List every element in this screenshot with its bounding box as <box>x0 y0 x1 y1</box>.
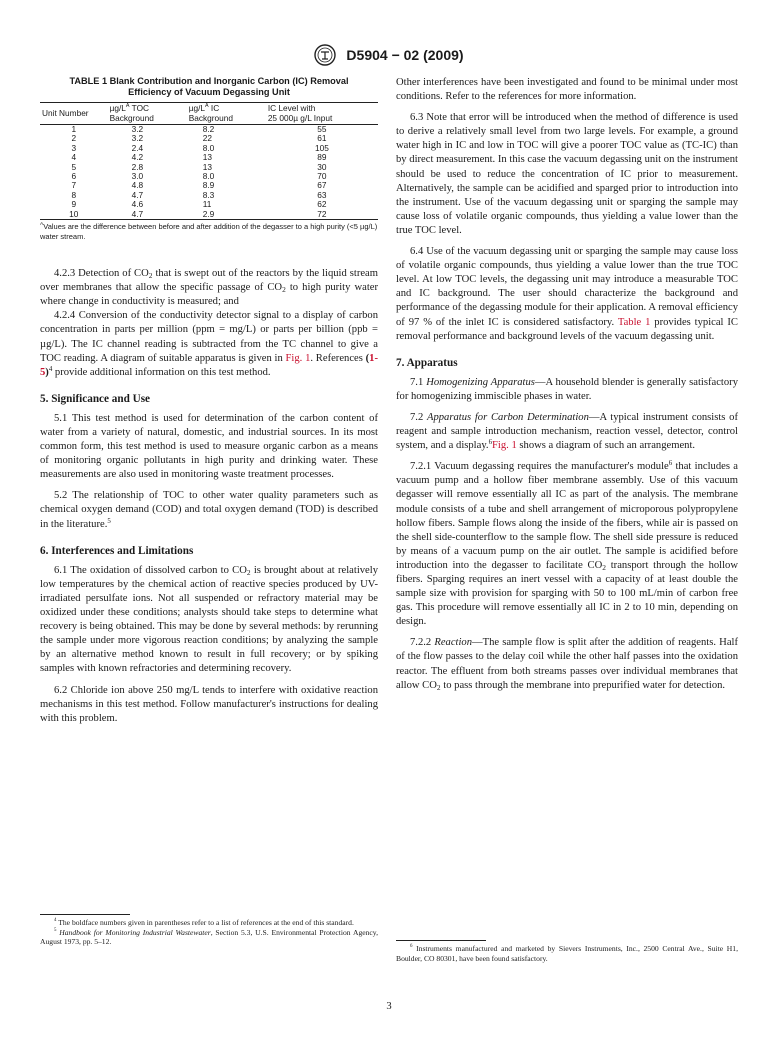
table-1-link[interactable]: Table 1 <box>617 316 651 328</box>
col-header-unit: Unit Number <box>42 107 89 118</box>
table-cell: 72 <box>317 208 327 219</box>
table-cell: 22 <box>202 133 212 144</box>
fig-1-link-2[interactable]: Fig. 1 <box>492 440 517 452</box>
fig-1-link[interactable]: Fig. 1 <box>285 352 311 364</box>
para-4-2-3: 4.2.3 Detection of $CO_2$ that is swept out of the reactors by the liquid stream over membranes that allow the specific passage of $CO_2$ to high purity water where change in conductivity is measured; and <box>40 268 378 308</box>
table-cell: 8.0 <box>202 142 215 153</box>
table-cell: 3 <box>71 142 77 153</box>
section-5-heading: 5. Significance and Use <box>40 392 151 405</box>
table-cell: 4.6 <box>131 199 144 210</box>
table-footnote: $^A$Values are the difference between before and after addition of the degasser to a high purity (<5 µg/L) water stream. <box>40 222 378 241</box>
para-6-2: 6.2 Chloride ion above 250 mg/L tends to interfere with oxidative reaction mechanisms in this test method. Follow manufacturer's instructions for dealing with this problem. <box>40 684 378 724</box>
para-6-4: 6.4 Use of the vacuum degassing unit or sparging the sample may cause loss of volatile organic compounds, thus yielding a value lower than the true TOC level. At low TOC levels, the degassing unit may introduce a measurable TOC and IC background. The user should characterize the background and performance of the degassing module for their application. A removal efficiency of 97 % of the inlet IC is considered satisfactory. Table 1 provides typical IC removal performance and background levels of the vacuum degassing unit. <box>396 246 738 342</box>
standard-designation: D5904 − 02 (2009) <box>346 47 464 63</box>
table-cell: 8.2 <box>202 124 215 134</box>
para-4-2-4: 4.2.4 Conversion of the conductivity detector signal to a display of carbon concentration in parts per million (ppm = mg/L) or parts per billion (ppb = µg/L). The IC channel reading is subtracted from the TC channel to give a TOC reading. A diagram of suitable apparatus is given in Fig. 1. References $(1-5)^4$ provide additional information on this test method. <box>40 310 378 378</box>
col-header-ic-level: IC Level with 25 000µ g/L Input <box>267 103 333 123</box>
table-cell: 70 <box>317 171 327 182</box>
col-header-ic: $\mu g/L^A$ IC Background <box>188 103 233 123</box>
col-header-toc: $\mu g/L^A$ TOC Background <box>109 103 154 123</box>
table-cell: 11 <box>202 199 212 210</box>
para-7-2-1: 7.2.1 Vacuum degassing requires the manufacturer's module$^6$ that includes a vacuum pump and a hollow fiber membrane assembly. Use of this vacuum degasser will remove essentially all IC as part of the analysis. The membrane module consists of a tube and shell arrangement of microporous polypropylene hollow fibers. Sample flows along the inside of the fibers, while air is passed on the shell side-counterflow to the sample flow. The shell side pressure is reduced by means of a vacuum pump on the air outlet. The sample is acidified before introduction into the degasser to facilitate $CO_2$ transport through the hollow fibers. Sparging requires an inert vessel with a capacity of at least double the sample size with provision for sparging with 50 to 100 mL/min of carbon free gas. This procedure will remove essentially all IC in 2 to 10 min, depending on design. <box>396 460 738 628</box>
table-cell: 6 <box>71 171 77 182</box>
table-cell: 3.2 <box>131 124 144 134</box>
footnote-divider <box>396 940 486 941</box>
table-cell: 67 <box>317 180 327 191</box>
table-cell: 4.7 <box>131 208 144 219</box>
table-cell: 13 <box>202 161 212 172</box>
footnote-divider <box>40 914 130 915</box>
table-cell: 10 <box>69 208 79 219</box>
table-cell: 3.2 <box>131 133 144 144</box>
table-cell: 8.9 <box>202 180 215 191</box>
para-7-2: 7.2 Apparatus for Carbon Determination—A typical instrument consists of reagent and sample introduction mechanism, reaction vessel, detector, control system, and a display.$^6$Fig. 1 shows a diagram of such an arrangement. <box>396 411 738 452</box>
table-cell: 5 <box>71 161 77 172</box>
table-cell: 8 <box>71 189 77 200</box>
footnote-5: $^5$ Handbook for Monitoring Industrial Wastewater, Section 5.3, U.S. Environmental Protection Agency, August 1973, pp. 5–12. <box>40 927 378 947</box>
right-column <box>396 76 738 693</box>
table-cell: 2.9 <box>202 208 215 219</box>
left-column <box>40 76 378 726</box>
para-5-2: 5.2 The relationship of TOC to other water quality parameters such as chemical oxygen demand (COD) and total oxygen demand (TOD) is described in the literature.$^5$ <box>40 490 378 530</box>
para-7-2-2: 7.2.2 Reaction—The sample flow is split after the addition of reagents. Half of the flow passes to the delay coil while the other half passes into the oxidation reactor. The effluent from both streams passes over individual membranes that allow $CO_2$ to pass through the membrane into prepurified water for detection. <box>396 637 738 692</box>
page-header <box>0 44 778 70</box>
table-caption: TABLE 1 Blank Contribution and Inorganic Carbon (IC) Removal Efficiency of Vacuum Degassing Unit <box>69 76 349 97</box>
table-cell: 4 <box>71 152 77 163</box>
table-cell: 30 <box>317 161 327 172</box>
ref-1-5-link[interactable]: 1-5 <box>40 352 378 378</box>
table-cell: 62 <box>317 199 327 210</box>
table-row <box>40 210 378 220</box>
table-cell: 61 <box>317 133 327 144</box>
footnotes-right <box>396 940 738 963</box>
table-cell: 8.3 <box>202 189 215 200</box>
table-cell: 7 <box>71 180 77 191</box>
para-6-1: 6.1 The oxidation of dissolved carbon to $CO_2$ is brought about at relatively low temperatures by the chemical action of reactive species produced by UV-irradiated persulfate ions. Not all suspended or refractory material may be oxidized under these conditions; analysts should take steps to determine what recovery is being obtained. This may be done by several methods: by rerunning the sample under more vigorous reaction conditions; by analyzing the sample by an alternative method known to result in full recovery; or by spiking samples with known refractories and determining recovery. <box>40 564 378 675</box>
astm-logo-icon <box>314 44 336 66</box>
table-cell: 8.0 <box>202 171 215 182</box>
table-cell: 13 <box>202 152 212 163</box>
para-5-1: 5.1 This test method is used for determination of the carbon content of water from a variety of natural, domestic, and industrial sources. In its most common form, this test method is used to measure organic carbon as a means of monitoring organic pollutants in high purity and drinking water. These measurements are also used in monitoring waste treatment processes. <box>40 412 378 481</box>
table-cell: 63 <box>317 189 327 200</box>
para-6-3: 6.3 Note that error will be introduced when the method of difference is used to derive a relatively small level from two large levels. For example, a ground water high in IC and low in TOC will give a poorer TOC value as (TC-IC) than by direct measurement. In this case the vacuum degassing unit on the instrument should be used to reduce the concentration of IC prior to measurement. Alternatively, the sample can be acidified and sparged prior to introduction into the instrument. Use of the vacuum degassing unit or sparging the sample may cause loss of volatile organic compounds, thus yielding a value lower than the true TOC level. <box>396 112 738 236</box>
table-cell: 4.7 <box>131 189 144 200</box>
table-cell: 2.8 <box>131 161 144 172</box>
table-cell: 9 <box>71 199 77 210</box>
footnote-4: $^4$ The boldface numbers given in parentheses refer to a list of references at the end of this standard. <box>54 918 354 927</box>
footnote-6: $^6$ Instruments manufactured and marketed by Sievers Instruments, Inc., 2500 Central Ave., Suite H1, Boulder, CO 80301, have been found satisfactory. <box>396 944 738 963</box>
section-7-heading: 7. Apparatus <box>396 356 458 369</box>
para-7-1: 7.1 Homogenizing Apparatus—A household blender is generally satisfactory for homogenizing immiscible phases in water. <box>396 376 738 402</box>
footnotes-left <box>40 914 378 947</box>
para-6-2-cont: Other interferences have been investigated and found to be minimal under most conditions. Refer to the references for more information. <box>396 77 738 103</box>
table-cell: 55 <box>317 124 327 134</box>
page-number: 3 <box>386 1001 392 1012</box>
table-cell: 105 <box>314 142 329 153</box>
table-header-row <box>40 103 378 125</box>
table-cell: 1 <box>71 124 77 134</box>
table-cell: 89 <box>317 152 327 163</box>
table-cell: 2 <box>71 133 77 144</box>
table-cell: 4.8 <box>131 180 144 191</box>
table-cell: 3.0 <box>131 171 144 182</box>
ic-removal-table <box>40 102 378 220</box>
table-cell: 2.4 <box>131 142 144 153</box>
table-cell: 4.2 <box>131 152 144 163</box>
section-6-heading: 6. Interferences and Limitations <box>40 544 194 557</box>
